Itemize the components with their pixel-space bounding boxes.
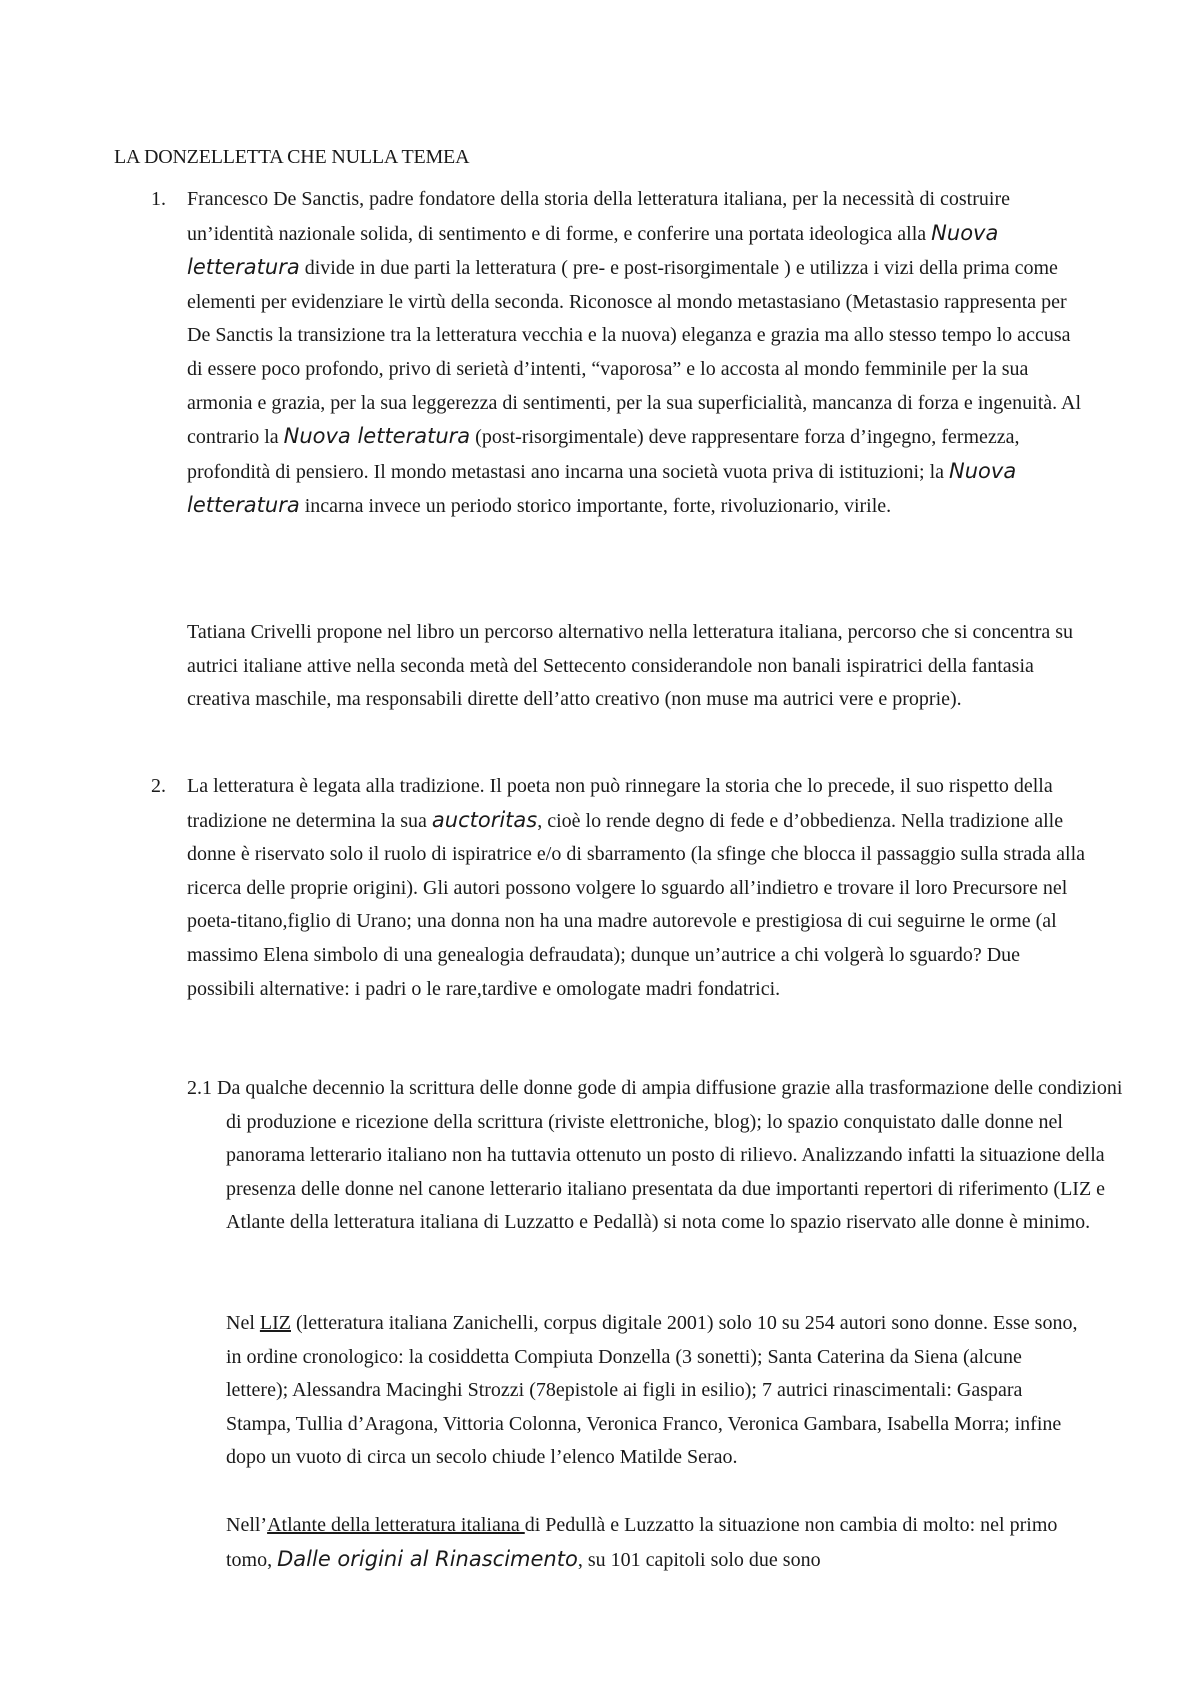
atlante-link[interactable]: Atlante della letteratura italiana — [267, 1514, 525, 1536]
paragraph-tradizione — [187, 770, 1087, 1006]
text-segment: Francesco De Sanctis, padre fondatore della storia della letteratura italiana, per la necessità di costruire un’identità nazionale solida, di sentimento e di forme, e conferire una portata ideologica alla — [187, 188, 1010, 245]
emphasis-dalle-origini: Dalle origini al Rinascimento — [277, 1546, 578, 1571]
paragraph-de-sanctis — [187, 183, 1087, 524]
emphasis-auctoritas: auctoritas — [431, 807, 538, 832]
text-segment: divide in due parti la letteratura ( pre- e post-risorgimentale ) e utilizza i vizi della prima come elementi per evidenziare le virtù della seconda. Riconosce al mondo metastasiano (Metastasio rappresenta per De Sanctis la transizione tra la letteratura vecchia e la nuova) eleganza e grazia ma allo stesso tempo lo accusa di essere poco profondo, privo di serietà d’intenti, “vaporosa” e lo accosta al mondo femminile per la sua armonia e grazia, per la sua leggerezza di sentimenti, per la sua superficialità, mancanza di forza e ingenuità. Al contrario la — [187, 257, 1082, 449]
paragraph-liz — [226, 1307, 1088, 1475]
paragraph-2-1: 2.1 Da qualche decennio la scrittura delle donne gode di ampia diffusione grazie alla trasformazione delle condizioni di produzione e ricezione della scrittura (riviste elettroniche, blog); lo spazio conquistato dalle donne nel panorama letterario italiano non ha tuttavia ottenuto un posto di rilievo. Analizzando infatti la situazione della presenza delle donne nel canone letterario italiano presentata da due importanti repertori di riferimento (LIZ e Atlante della letteratura italiana di Luzzatto e Pedallà) si nota come lo spazio riservato alle donne è minimo. — [187, 1077, 1123, 1234]
paragraph-crivelli: Tatiana Crivelli propone nel libro un percorso alternativo nella letteratura italiana, percorso che si concentra su autrici italiane attive nella seconda metà del Settecento considerandole non banali ispiratrici della fantasia creativa maschile, ma responsabili dirette dell’atto creativo (non muse ma autrici vere e proprie). — [187, 621, 1074, 711]
text-segment: (post-risorgimentale) deve rappresentare forza d’ingegno, fermezza, profondità di pensiero. Il mondo metastasi ano incarna una società vuota priva di istituzioni; la — [187, 426, 1020, 483]
text-segment: La letteratura è legata alla tradizione. Il poeta non può rinnegare la storia che lo precede, il suo rispetto della tradizione ne determina la sua — [187, 775, 1053, 832]
document-title: LA DONZELLETTA CHE NULLA TEMEA — [114, 146, 470, 168]
list-number-1: 1. — [151, 188, 166, 210]
paragraph-atlante — [226, 1509, 1088, 1577]
text-segment: , cioè lo rende degno di fede e d’obbedienza. Nella tradizione alle donne è riservato solo il ruolo di ispiratrice e/o di sbarramento (la sfinge che blocca il passaggio sulla strada alla ricerca delle proprie origini). Gli autori possono volgere lo sguardo all’indietro e trovare il loro Precursore nel poeta-titano,figlio di Urano; una donna non ha una madre autorevole e prestigiosa di cui seguirne le orme (al massimo Elena simbolo di una genealogia defraudata); dunque un’autrice a chi volgerà lo sguardo? Due possibili alternative: i padri o le rare,tardive e omologate madri fondatrici. — [187, 809, 1086, 1000]
list-number-2: 2. — [151, 775, 166, 797]
emphasis-nuova-letteratura: Nuova letteratura — [187, 458, 1017, 518]
emphasis-nuova-letteratura: Nuova letteratura — [283, 424, 471, 449]
text-segment: Nel — [226, 1312, 260, 1334]
text-segment: Nell’ — [226, 1514, 268, 1536]
text-segment: (letteratura italiana Zanichelli, corpus digitale 2001) solo 10 su 254 autori sono donne. Esse sono, in ordine cronologico: la cosiddetta Compiuta Donzella (3 sonetti); Santa Caterina da Siena (alcune lettere); Alessandra Macinghi Strozzi (78epistole ai figli in esilio); 7 autrici rinascimentali: Gaspara Stampa, Tullia d’Aragona, Vittoria Colonna, Veronica Franco, Veronica Gambara, Isabella Morra; infine dopo un vuoto di circa un secolo chiude l’elenco Matilde Serao. — [226, 1312, 1078, 1469]
text-segment: di Pedullà e Luzzatto la situazione non cambia di molto: nel primo tomo, — [226, 1514, 1058, 1571]
liz-link[interactable]: LIZ — [259, 1312, 291, 1334]
text-segment: , su 101 capitoli solo due sono — [577, 1548, 821, 1571]
text-segment: incarna invece un periodo storico importante, forte, rivoluzionario, virile. — [299, 495, 892, 518]
emphasis-nuova-letteratura: Nuova letteratura — [187, 220, 999, 280]
